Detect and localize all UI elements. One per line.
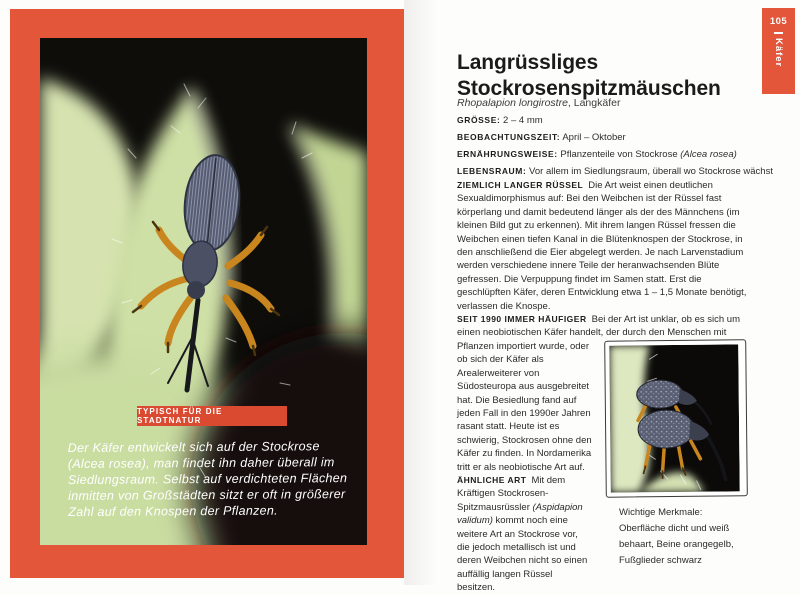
- handwritten-caption: Der Käfer entwickelt sich auf der Stockrose (Alcea rosea), man findet ihn daher überall im Siedlungsraum. Selbst auf verdichteten Flächen inmitten von Großstädten sitzt er oft in größerer Zahl auf den Knospen der Pflanzen.: [67, 439, 348, 520]
- fact-row-beobachtungszeit: BEOBACHTUNGSZEIT: April – Oktober: [457, 132, 626, 143]
- chapter-name: Käfer: [773, 37, 784, 67]
- page-title: Langrüssliges Stockrosenspitzmäuschen: [457, 51, 721, 101]
- species-latin-name: Rhopalapion longirostre: [457, 97, 568, 109]
- paragraph-haeufiger: Wichtige Merkmale: Oberfläche dicht und weiß behaart, Beine orangegelb, Fußglieder schwarz SEIT 1990 IMMER HÄUFIGER Bei der Art ist unklar, ob es sich um einen neobiotischen Käfer handelt, der durch den Menschen mit Pflanzen importiert wurde, oder ob sich der Käfer als Arealerweiterer von Südosteuropa aus ausgebreitet hat. Die Besiedlung fand auf jeden Fall in den 1990er Jahren rasant statt. Heute ist es schwierig, Stockrosen ohne den Käfer zu finden. In Nordamerika tritt er als neobiotische Art auf.: [457, 313, 747, 474]
- tab-separator: [774, 32, 783, 34]
- status-badge: TYPISCH FÜR DIE STADTNATUR: [137, 406, 287, 426]
- page-number: 105: [769, 16, 788, 27]
- paragraph-aehnliche-art: ÄHNLICHE ART Mit dem Kräftigen Stockrosen-Spitzmausrüssler (Aspidapion validum) kommt noch eine weitere Art an Stockrose vor, die jedoch metallisch ist und deren Weibchen nicht so einen auffällig langen Rüssel besitzen.: [457, 474, 588, 594]
- inset-photo-frame: [604, 339, 748, 497]
- photo-card: [10, 9, 404, 578]
- species-family: , Langkäfer: [567, 97, 621, 109]
- inset-figure: [605, 340, 747, 569]
- fact-list: [457, 112, 787, 180]
- species-subtitle: [457, 97, 777, 109]
- article-body: [457, 179, 747, 595]
- paragraph-ruessel: ZIEMLICH LANGER RÜSSEL Die Art weist einen deutlichen Sexualdimorphismus auf: Bei den Weibchen ist der Rüssel fast körperlang und damit bedeutend länger als der des Männchens (im kleinen Bild gut zu erkennen). Mit ihrem langen Rüssel fressen die Weibchen einen tiefen Kanal in die Blütenknospen der Stockrose, in den anschließend die Eier abgelegt werden. Je nach Larvenstadium werden verschiedene innere Teile der heranwachsenden Blüte gefressen. Die Verpuppung findet im Samen statt. Erst die geschlüpften Käfer, deren Entwicklung etwa 1 – 1,5 Monate benötigt, verlassen die Knospe.: [457, 180, 747, 312]
- mating-weevils-photo: [609, 344, 740, 492]
- page-gutter-shadow: [404, 0, 456, 585]
- inset-photo-caption: Wichtige Merkmale: Oberfläche dicht und weiß behaart, Beine orangegelb, Fußglieder schwarz: [619, 507, 734, 567]
- fact-row-ernaehrungsweise: ERNÄHRUNGSWEISE: Pflanzenteile von Stockrose (Alcea rosea): [457, 149, 737, 160]
- fact-row-lebensraum: LEBENSRAUM: Vor allem im Siedlungsraum, überall wo Stockrose wächst: [457, 166, 773, 177]
- fact-row-groesse: GRÖSSE: 2 – 4 mm: [457, 115, 543, 126]
